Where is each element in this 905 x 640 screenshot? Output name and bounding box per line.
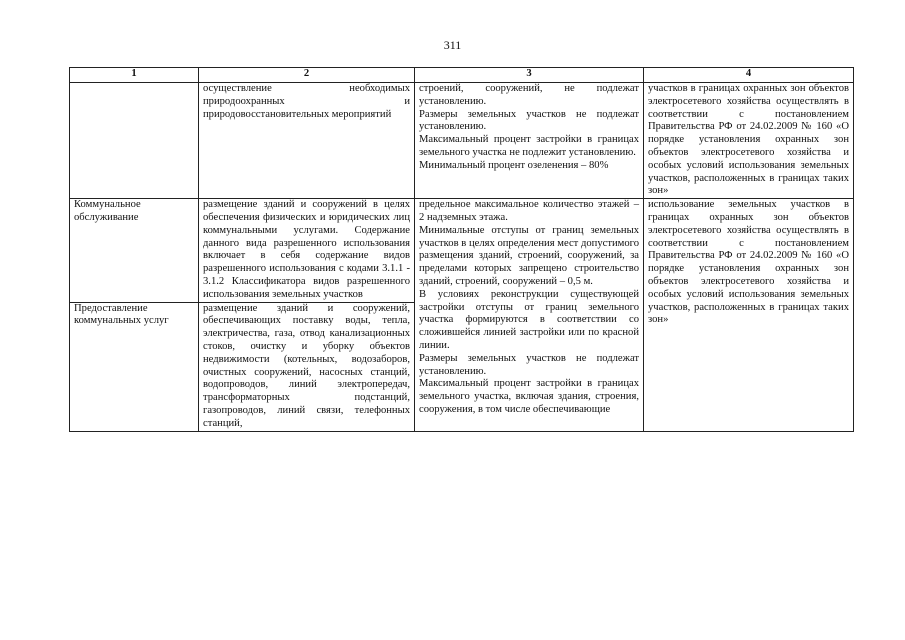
table-row	[70, 83, 854, 199]
row1-param-1: строений, сооружений, не подлежат установлению.	[419, 83, 639, 107]
header-col-2: 2	[199, 68, 415, 83]
header-col-4: 4	[644, 68, 854, 83]
row3-use-type: Предоставление коммунальных услуг	[70, 302, 199, 431]
row2-description	[199, 199, 415, 302]
table-row	[70, 199, 854, 302]
header-col-3: 3	[415, 68, 644, 83]
land-use-table	[69, 67, 854, 432]
header-row	[70, 68, 854, 83]
row1-restrictions	[644, 83, 854, 199]
merged-param-2: Минимальные отступы от границ земельных участков в целях определения мест допустимого размещения зданий, строений, сооружений, за пределами которых запрещено строительство зданий, строений, сооружений – 0,5 м.	[419, 224, 639, 287]
row3-description-text: размещение зданий и сооружений, обеспечивающих поставку воды, тепла, электричества, газа, отвод канализационных стоков, очистку и уборку объектов недвижимости (котельных, водозаборов, очистных сооружений, насосных станций, водопроводов, линий электропередач, трансформаторных подстанций, газопроводов, линий связи, телефонных станций,	[203, 302, 410, 429]
page-number: 311	[443, 38, 462, 52]
merged-param-5: Максимальный процент застройки в границах земельного участка, включая здания, строения, сооружения, в том числе обеспечивающие	[419, 378, 639, 415]
row1-param-2: Размеры земельных участков не подлежат установлению.	[419, 108, 639, 133]
merged-restrictions-text: использование земельных участков в границах охранных зон объектов электросетевого хозяйства осуществлять в соответствии с постановлением Правительства РФ от 24.02.2009 № 160 «О порядке установления охранных зон объектов электросетевого хозяйства и особых условий использования земельных участков, расположенных в границах таких зон»	[648, 199, 849, 326]
row1-description	[199, 83, 415, 199]
row2-use-type: Коммунальное обслуживание	[70, 199, 199, 302]
row1-restrictions-text: участков в границах охранных зон объектов электросетевого хозяйства осуществлять в соответствии с постановлением Правительства РФ от 24.02.2009 № 160 «О порядке установления охранных зон объектов электросетевого хозяйства и особых условий использования земельных участков, расположенных в границах таких зон»	[648, 83, 849, 197]
row2-description-text: размещение зданий и сооружений в целях обеспечения физических и юридических лиц коммунальными услугами. Содержание данного вида разрешенного использования включает в себя содержание видов разрешенного использования с кодами 3.1.1 - 3.1.2 Классификатора видов разрешенного использования земельных участков	[203, 199, 410, 300]
row3-description	[199, 302, 415, 431]
row1-param-3: Максимальный процент застройки в границах земельного участка не подлежит установлению.	[419, 134, 639, 158]
merged-parameters	[415, 199, 644, 431]
row1-parameters	[415, 83, 644, 199]
row1-param-4: Минимальный процент озеленения – 80%	[419, 159, 609, 171]
header-col-1: 1	[70, 68, 199, 83]
merged-param-4: Размеры земельных участков не подлежат установлению.	[419, 352, 639, 377]
merged-restrictions	[644, 199, 854, 431]
merged-param-3: В условиях реконструкции существующей застройки отступы от границ земельного участка формируются в соответствии со сложившейся линией застройки или по красной линии.	[419, 288, 639, 351]
row1-description-text: осуществление необходимых природоохранных и природовосстановительных мероприятий	[203, 83, 410, 120]
merged-param-1: предельное максимальное количество этажей – 2 надземных этажа.	[419, 199, 639, 223]
row1-col1	[70, 83, 199, 199]
